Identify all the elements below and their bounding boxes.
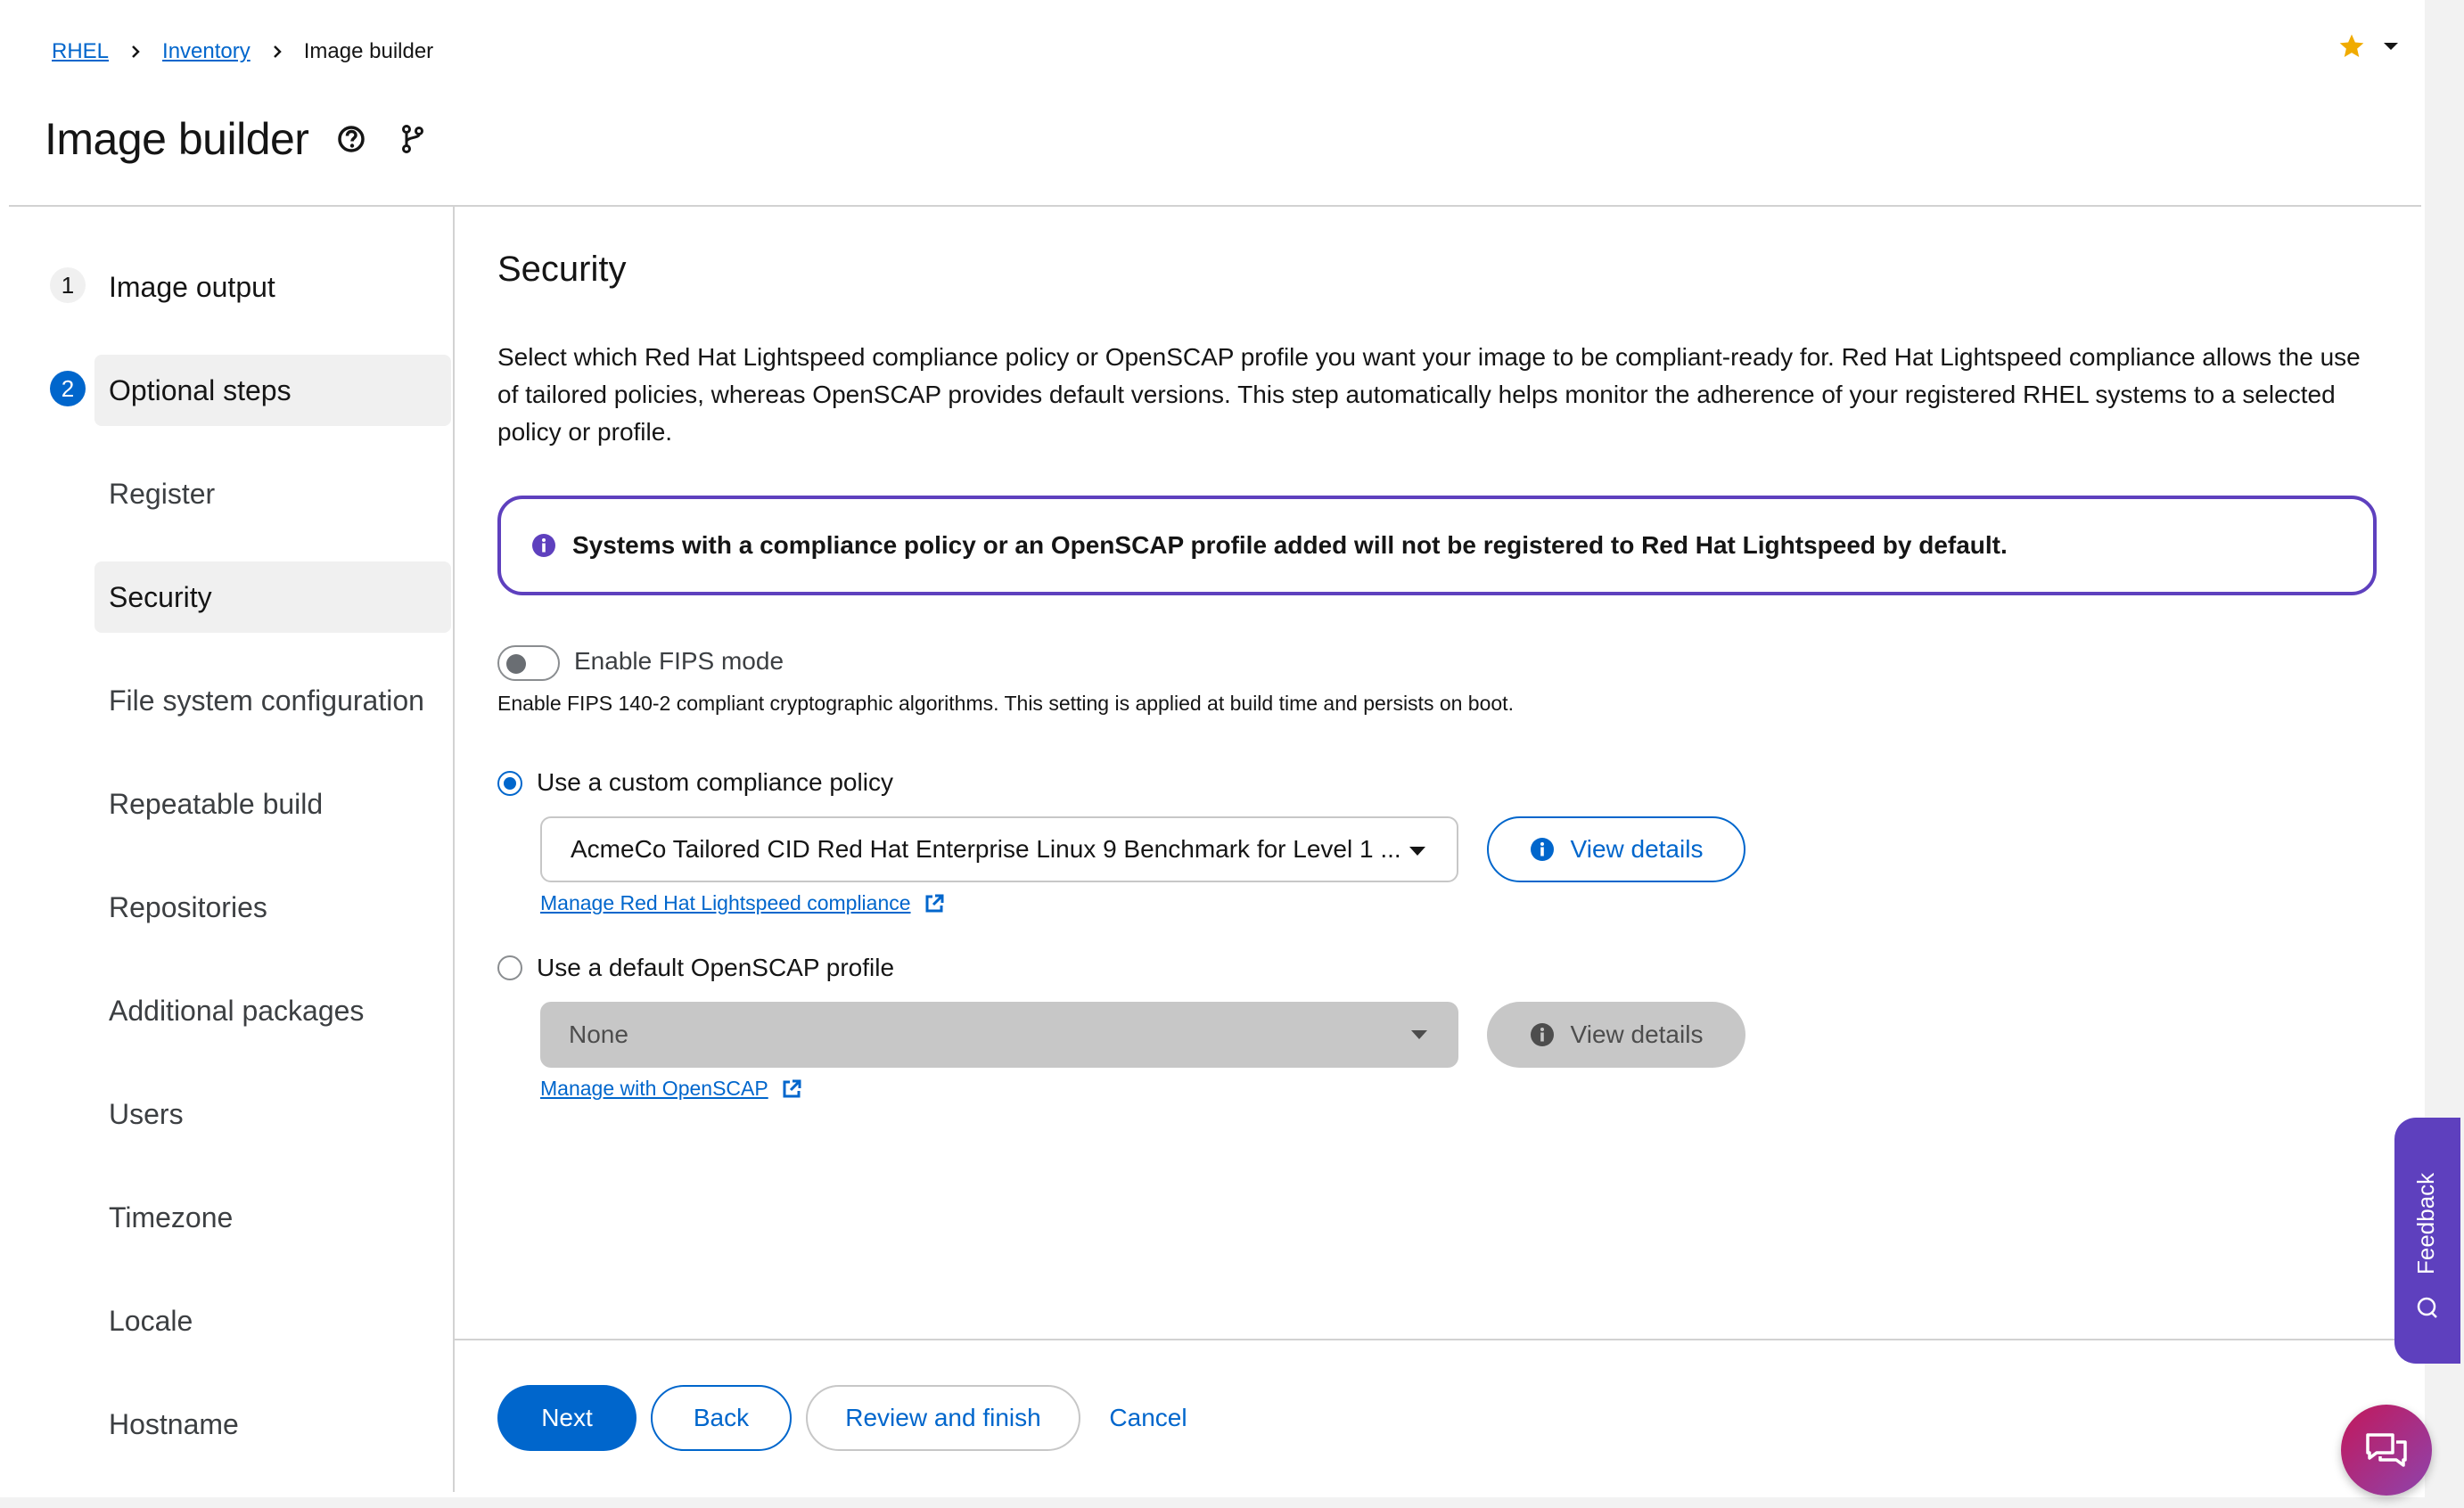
favorite-star-icon[interactable] [2337, 32, 2366, 61]
view-details-label: View details [1570, 1020, 1704, 1048]
caret-down-icon[interactable] [2382, 39, 2400, 53]
external-link-icon [781, 1078, 802, 1100]
select-value: None [569, 1020, 628, 1048]
next-button[interactable]: Next [497, 1385, 637, 1451]
nav-substep-repeatable-build[interactable]: Repeatable build [109, 787, 324, 820]
page-title: Image builder [45, 114, 309, 164]
caret-down-icon [1409, 845, 1426, 857]
footer-divider [455, 1339, 2421, 1340]
chat-bubbles-icon [2362, 1426, 2411, 1474]
nav-substep-file-system[interactable]: File system configuration [109, 684, 424, 717]
view-details-label: View details [1570, 835, 1704, 863]
chevron-right-icon [251, 45, 304, 59]
nav-divider [453, 207, 455, 1492]
fips-toggle[interactable] [497, 645, 560, 681]
info-alert [497, 496, 2377, 595]
manage-openscap-label: Manage with OpenSCAP [540, 1077, 768, 1100]
manage-compliance-label: Manage Red Hat Lightspeed compliance [540, 891, 911, 914]
bottom-gutter [0, 1497, 2464, 1508]
custom-policy-label: Use a custom compliance policy [537, 768, 893, 796]
toggle-knob [506, 654, 526, 674]
page-header [45, 107, 426, 171]
openscap-label: Use a default OpenSCAP profile [537, 954, 895, 981]
custom-policy-radio[interactable] [497, 771, 522, 796]
nav-substep-register[interactable]: Register [109, 477, 216, 510]
fips-help-text: Enable FIPS 140-2 compliant cryptographic algorithms. This setting is applied at build time and persists on boot. [497, 692, 1514, 715]
nav-substep-users[interactable]: Users [109, 1097, 184, 1130]
view-details-button[interactable] [1487, 816, 1745, 882]
back-button[interactable]: Back [651, 1385, 792, 1451]
code-branch-icon[interactable] [399, 124, 426, 154]
chat-assistant-button[interactable] [2341, 1405, 2432, 1496]
breadcrumb-current: Image builder [303, 39, 434, 63]
view-details-button-disabled[interactable] [1487, 1002, 1745, 1068]
openscap-radio[interactable] [497, 955, 522, 980]
select-value: AcmeCo Tailored CID Red Hat Enterprise Linux 9 Benchmark for Level 1 ... [571, 835, 1401, 863]
step-number-1: 1 [50, 267, 86, 303]
manage-compliance-link[interactable] [540, 891, 945, 915]
caret-down-icon [1410, 1029, 1428, 1041]
breadcrumb-link-inventory[interactable]: Inventory [162, 39, 251, 63]
info-circle-icon [531, 533, 556, 558]
info-circle-icon [1530, 1022, 1555, 1047]
openscap-profile-select[interactable] [540, 1002, 1458, 1068]
external-link-icon [924, 893, 945, 914]
nav-substep-hostname[interactable]: Hostname [109, 1407, 239, 1440]
help-icon[interactable] [335, 123, 367, 155]
breadcrumb-link-rhel[interactable]: RHEL [52, 39, 110, 63]
section-description: Select which Red Hat Lightspeed compliance policy or OpenSCAP profile you want your image to be compliant-ready for. Red Hat Lightspeed compliance allows the use of tailored policies, whereas OpenSCAP provides default versions. This step automatically helps monitor the adherence of your registered RHEL systems to a selected policy or profile. [497, 343, 2361, 446]
breadcrumb [52, 36, 433, 68]
nav-substep-additional-packages[interactable]: Additional packages [109, 994, 365, 1027]
alert-message: Systems with a compliance policy or an OpenSCAP profile added will not be registered to Red Hat Lightspeed by default. [572, 531, 2008, 559]
section-title: Security [497, 250, 627, 289]
chevron-right-icon [109, 45, 162, 59]
manage-openscap-link[interactable] [540, 1077, 802, 1101]
header-divider [9, 205, 2421, 207]
nav-substep-repositories[interactable]: Repositories [109, 890, 267, 923]
info-circle-icon [1530, 837, 1555, 862]
nav-substep-security[interactable]: Security [94, 561, 451, 633]
nav-step-optional-steps[interactable]: Optional steps [94, 355, 451, 426]
cancel-button[interactable]: Cancel [1109, 1404, 1187, 1431]
nav-step-image-output[interactable]: Image output [109, 270, 275, 303]
compliance-policy-select[interactable] [540, 816, 1458, 882]
fips-toggle-label: Enable FIPS mode [574, 647, 784, 675]
feedback-label: Feedback [2412, 1172, 2439, 1274]
step-number-2: 2 [50, 371, 86, 406]
nav-substep-timezone[interactable]: Timezone [109, 1201, 234, 1233]
nav-substep-locale[interactable]: Locale [109, 1304, 193, 1337]
feedback-chat-icon [2416, 1296, 2439, 1319]
review-and-finish-button[interactable]: Review and finish [806, 1385, 1080, 1451]
